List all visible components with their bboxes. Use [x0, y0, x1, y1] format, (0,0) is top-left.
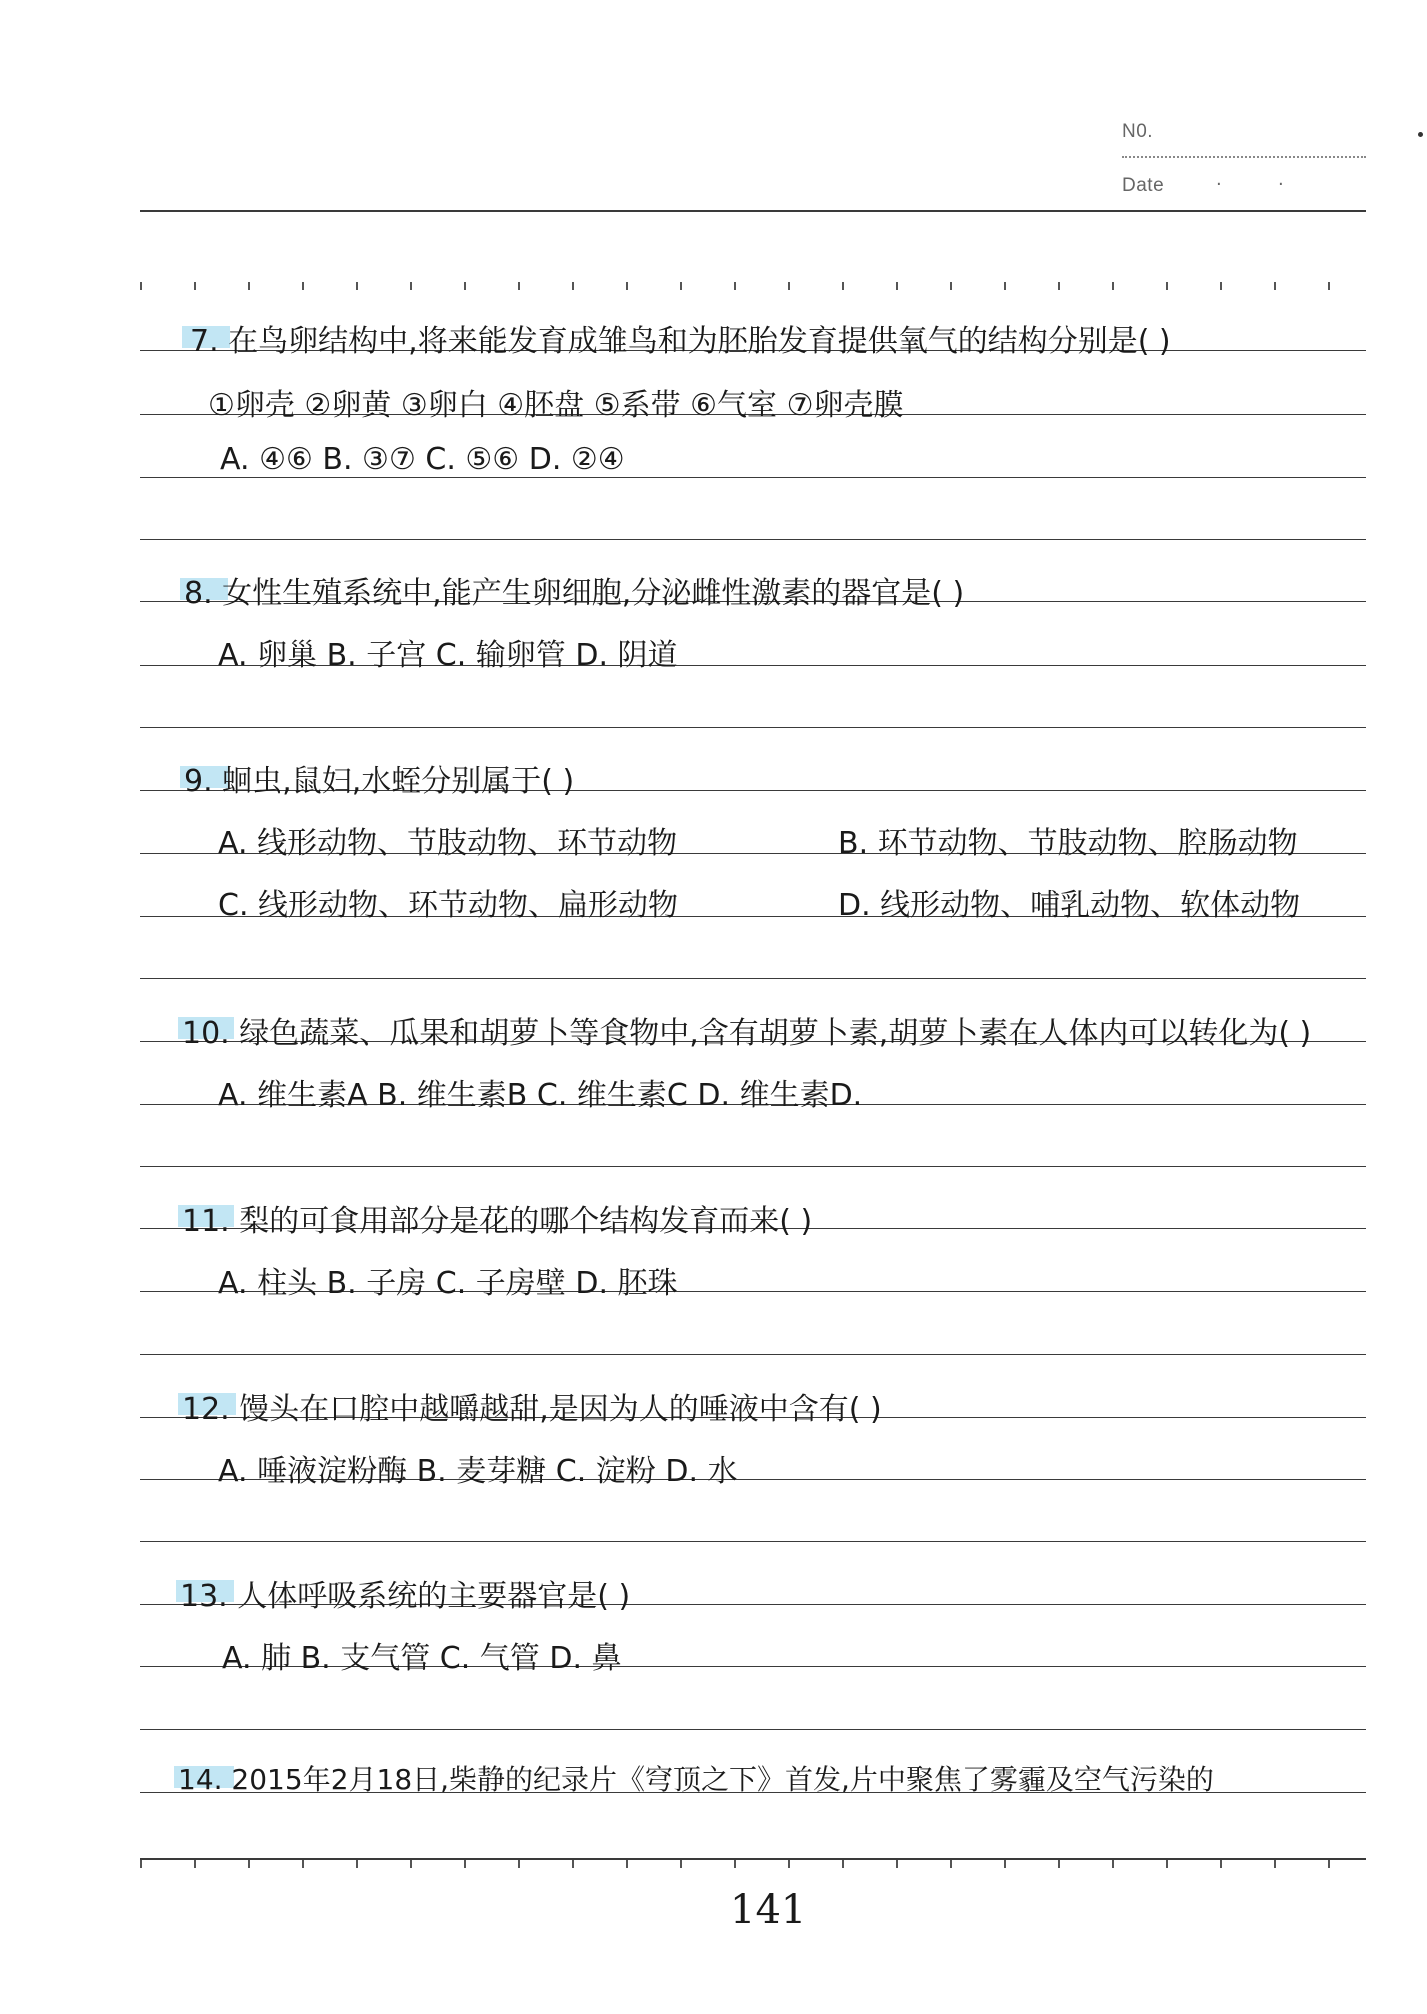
question-8-prompt: 8. 女性生殖系统中,能产生卵细胞,分泌雌性激素的器官是( ) [184, 576, 965, 611]
ruler-tick [248, 1860, 250, 1868]
ruler-tick [194, 282, 196, 290]
header-dotted-rule [1122, 156, 1366, 158]
question-7-items: ①卵壳 ②卵黄 ③卵白 ④胚盘 ⑤系带 ⑥气室 ⑦卵壳膜 [208, 388, 904, 423]
ruler-tick [842, 282, 844, 290]
ruler-tick [1004, 282, 1006, 290]
ruler-tick [410, 1860, 412, 1868]
ruler-tick [950, 1860, 952, 1868]
date-label: Date [1122, 175, 1165, 196]
ruler-tick [896, 1860, 898, 1868]
ruler-tick [680, 1860, 682, 1868]
ruler-tick [788, 282, 790, 290]
question-12-options: A. 唾液淀粉酶 B. 麦芽糖 C. 淀粉 D. 水 [218, 1454, 738, 1489]
page-number: 141 [730, 1887, 807, 1933]
ruler-tick [734, 1860, 736, 1868]
ruler-tick [1220, 282, 1222, 290]
ruler-tick [140, 1860, 142, 1868]
ruler-tick [1328, 282, 1330, 290]
ruler-tick [248, 282, 250, 290]
question-14-prompt: 14. 2015年2月18日,柴静的纪录片《穹顶之下》首发,片中聚焦了雾霾及空气污染的 [178, 1763, 1214, 1796]
ruler-tick [302, 1860, 304, 1868]
ruler-tick [1112, 282, 1114, 290]
ruler-tick [1274, 1860, 1276, 1868]
ruled-line [140, 539, 1366, 540]
question-11-options: A. 柱头 B. 子房 C. 子房壁 D. 胚珠 [218, 1266, 678, 1301]
ruler-tick [680, 282, 682, 290]
margin-dot [1418, 132, 1423, 137]
ruled-line [140, 727, 1366, 728]
question-9-option-b: B. 环节动物、节肢动物、腔肠动物 [838, 826, 1298, 861]
ruled-line [140, 978, 1366, 979]
ruler-tick [788, 1860, 790, 1868]
question-7-prompt: 7. 在鸟卵结构中,将来能发育成雏鸟和为胚胎发育提供氧气的结构分别是( ) [190, 324, 1171, 359]
ruler-tick [1274, 282, 1276, 290]
ruled-line [140, 1729, 1366, 1730]
ruler-tick [626, 282, 628, 290]
ruler-tick [1166, 282, 1168, 290]
ruler-tick [1058, 282, 1060, 290]
ruled-line [140, 1541, 1366, 1542]
ruled-line [140, 1354, 1366, 1355]
ruler-tick [464, 1860, 466, 1868]
ruler-tick [518, 282, 520, 290]
ruler-tick [464, 282, 466, 290]
question-9-option-c: C. 线形动物、环节动物、扁形动物 [218, 888, 679, 923]
number-label: N0. [1122, 121, 1154, 142]
ruler-tick [140, 282, 142, 290]
question-12-prompt: 12. 馒头在口腔中越嚼越甜,是因为人的唾液中含有( ) [182, 1392, 882, 1427]
question-9-option-a: A. 线形动物、节肢动物、环节动物 [218, 826, 678, 861]
ruler-tick [1112, 1860, 1114, 1868]
bottom-tick-row [140, 1860, 1366, 1870]
question-10-options: A. 维生素A B. 维生素B C. 维生素C D. 维生素D. [218, 1078, 863, 1113]
ruler-tick [356, 1860, 358, 1868]
question-13-options: A. 肺 B. 支气管 C. 气管 D. 鼻 [222, 1641, 622, 1676]
header-rule [140, 210, 1366, 212]
ruler-tick [356, 282, 358, 290]
question-7-options: A. ④⑥ B. ③⑦ C. ⑤⑥ D. ②④ [220, 442, 625, 477]
ruler-tick [302, 282, 304, 290]
ruler-tick [194, 1860, 196, 1868]
top-tick-row [140, 282, 1366, 292]
ruler-tick [896, 282, 898, 290]
date-dot-2: · [1278, 174, 1284, 195]
ruled-line [140, 477, 1366, 478]
question-13-prompt: 13. 人体呼吸系统的主要器官是( ) [180, 1579, 631, 1614]
ruler-tick [1328, 1860, 1330, 1868]
question-9-prompt: 9. 蛔虫,鼠妇,水蛭分别属于( ) [184, 764, 575, 799]
ruler-tick [1004, 1860, 1006, 1868]
ruler-tick [950, 282, 952, 290]
ruler-tick [1058, 1860, 1060, 1868]
ruler-tick [1220, 1860, 1222, 1868]
question-11-prompt: 11. 梨的可食用部分是花的哪个结构发育而来( ) [182, 1204, 813, 1239]
ruler-tick [842, 1860, 844, 1868]
question-9-option-d: D. 线形动物、哺乳动物、软体动物 [838, 888, 1301, 923]
date-dot-1: · [1216, 174, 1222, 195]
ruler-tick [518, 1860, 520, 1868]
ruled-line [140, 1166, 1366, 1167]
ruler-tick [572, 1860, 574, 1868]
ruler-tick [626, 1860, 628, 1868]
question-10-prompt: 10. 绿色蔬菜、瓜果和胡萝卜等食物中,含有胡萝卜素,胡萝卜素在人体内可以转化为( ) [182, 1016, 1312, 1051]
ruler-tick [410, 282, 412, 290]
ruler-tick [572, 282, 574, 290]
question-8-options: A. 卵巢 B. 子宫 C. 输卵管 D. 阴道 [218, 638, 678, 673]
ruler-tick [734, 282, 736, 290]
ruler-tick [1166, 1860, 1168, 1868]
